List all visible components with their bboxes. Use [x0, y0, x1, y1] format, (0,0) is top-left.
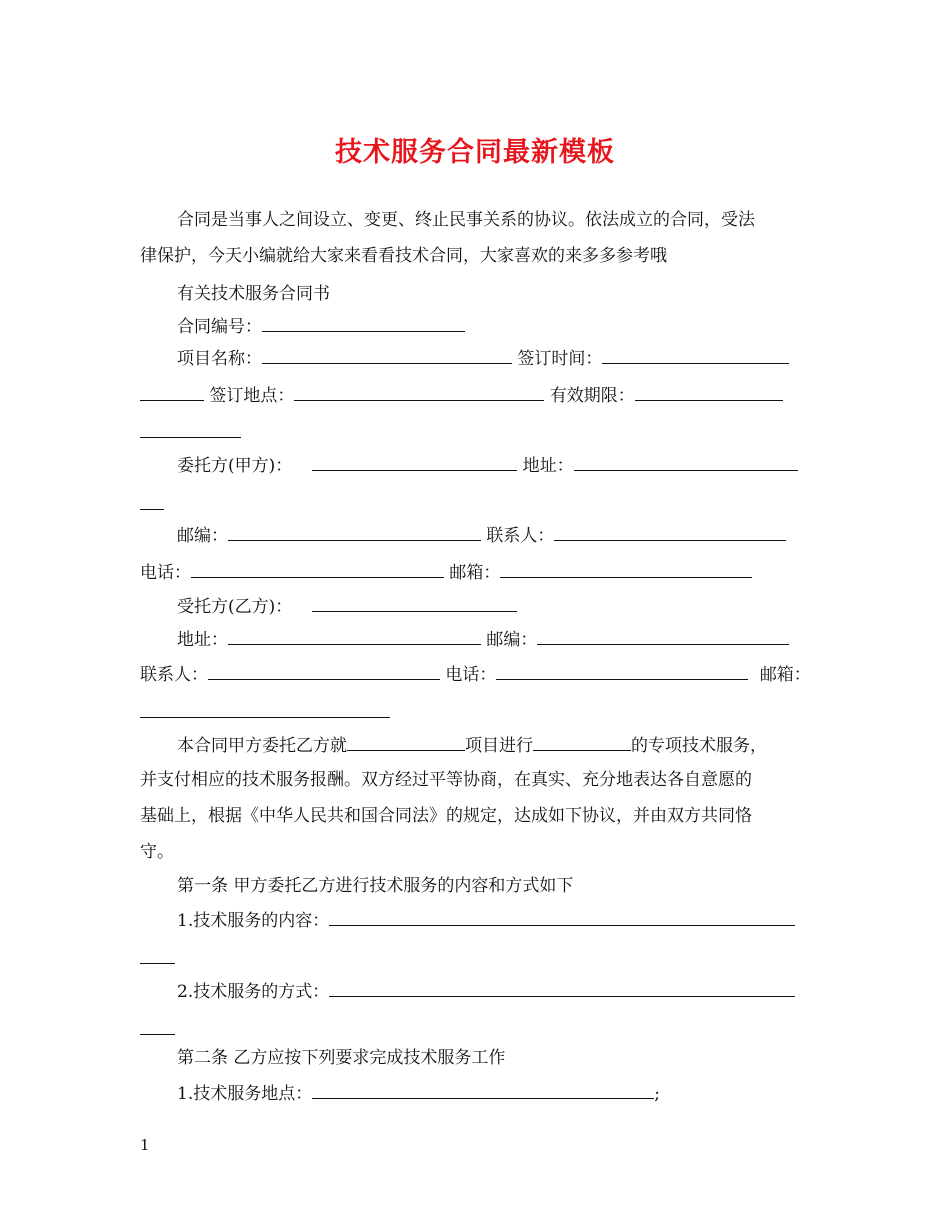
party-a-postcode-blank[interactable]: [228, 523, 481, 541]
party-a-email-label: 邮箱：: [449, 563, 501, 583]
article-2-item-1-row: [177, 1081, 660, 1106]
project-blank[interactable]: [347, 733, 465, 751]
service-content-blank[interactable]: [329, 908, 795, 926]
contract-no-label: 合同编号：: [177, 317, 262, 337]
project-name-blank[interactable]: [262, 346, 512, 364]
party-a-email-blank[interactable]: [500, 560, 752, 578]
party-b-row: [177, 594, 517, 619]
party-a-row: [177, 453, 798, 478]
sign-time-blank[interactable]: [602, 346, 789, 364]
intro-line-1: 合同是当事人之间设立、变更、终止民事关系的协议。依法成立的合同，受法: [177, 210, 755, 230]
article-2-item-1-label: 1.技术服务地点：: [177, 1084, 313, 1104]
party-a-postcode-label: 邮编：: [177, 526, 228, 546]
article-1-item-2-label: 2.技术服务的方式：: [177, 982, 330, 1002]
body-para-line-4: 守。: [140, 842, 174, 862]
article-1-heading: 第一条 甲方委托乙方进行技术服务的内容和方式如下: [177, 876, 574, 896]
project-name-label: 项目名称：: [177, 349, 262, 369]
sign-place-row: [140, 383, 783, 408]
article-2-item-1-end: ;: [654, 1084, 660, 1104]
party-a-address-label: 地址：: [522, 456, 574, 476]
document-title: 技术服务合同最新模板: [335, 137, 615, 168]
intro-line-2: 律保护，今天小编就给大家来看看技术合同，大家喜欢的来多多参考哦: [140, 246, 667, 266]
party-b-address-blank[interactable]: [228, 627, 481, 645]
party-b-contact-row: [140, 662, 811, 687]
party-b-contact-blank[interactable]: [208, 662, 440, 680]
body-para-line-2: 并支付相应的技术服务报酬。双方经过平等协商，在真实、充分地表达各自意愿的: [140, 770, 752, 790]
party-b-address-row: [177, 627, 789, 652]
party-a-blank[interactable]: [312, 453, 517, 471]
sign-time-label: 签订时间：: [517, 349, 603, 369]
party-b-contact-label: 联系人：: [140, 665, 208, 685]
sign-place-blank[interactable]: [294, 383, 544, 401]
party-a-contact-label: 联系人：: [486, 526, 555, 546]
body-para-line-1: [177, 733, 767, 758]
party-a-address-blank-cont[interactable]: [140, 508, 164, 510]
body-para-1b: 项目进行: [465, 736, 533, 756]
article-1-item-2-row: [177, 979, 795, 1004]
service-blank[interactable]: [533, 733, 631, 751]
doc-heading: 有关技术服务合同书: [177, 284, 330, 304]
party-b-email-blank[interactable]: [140, 716, 390, 718]
project-row: [177, 346, 789, 371]
party-a-phone-blank[interactable]: [191, 560, 444, 578]
service-content-blank-cont[interactable]: [140, 962, 175, 964]
article-2-heading: 第二条 乙方应按下列要求完成技术服务工作: [177, 1048, 506, 1068]
valid-period-blank[interactable]: [635, 383, 783, 401]
article-1-item-1-row: [177, 908, 795, 933]
contract-no-blank[interactable]: [262, 314, 465, 332]
party-b-address-label: 地址：: [177, 630, 228, 650]
party-a-label: 委托方(甲方)：: [177, 456, 293, 476]
valid-period-label: 有效期限：: [549, 386, 635, 406]
party-b-phone-label: 电话：: [445, 665, 497, 685]
contract-no-row: [177, 314, 465, 339]
party-a-contact-blank[interactable]: [554, 523, 786, 541]
page-number: 1: [140, 1136, 150, 1154]
body-para-line-3: 基础上，根据《中华人民共和国合同法》的规定，达成如下协议，并由双方共同恪: [140, 806, 752, 826]
sign-time-blank-cont[interactable]: [140, 383, 204, 401]
service-method-blank-cont[interactable]: [140, 1033, 175, 1035]
party-a-address-blank[interactable]: [574, 453, 798, 471]
party-b-postcode-blank[interactable]: [537, 627, 789, 645]
party-b-blank[interactable]: [312, 594, 517, 612]
valid-period-blank-cont[interactable]: [140, 436, 241, 438]
body-para-1c: 的专项技术服务，: [631, 736, 767, 756]
article-1-item-1-label: 1.技术服务的内容：: [177, 911, 330, 931]
body-para-1a: 本合同甲方委托乙方就: [177, 736, 347, 756]
sign-place-label: 签订地点：: [209, 386, 295, 406]
party-b-label: 受托方(乙方)：: [177, 597, 293, 617]
service-place-blank[interactable]: [312, 1081, 654, 1099]
party-b-postcode-label: 邮编：: [486, 630, 538, 650]
party-b-phone-blank[interactable]: [496, 662, 748, 680]
party-a-phone-row: [140, 560, 752, 585]
party-a-phone-label: 电话：: [140, 563, 191, 583]
party-b-email-label: 邮箱：: [759, 665, 811, 685]
party-a-postcode-row: [177, 523, 786, 548]
service-method-blank[interactable]: [329, 979, 795, 997]
